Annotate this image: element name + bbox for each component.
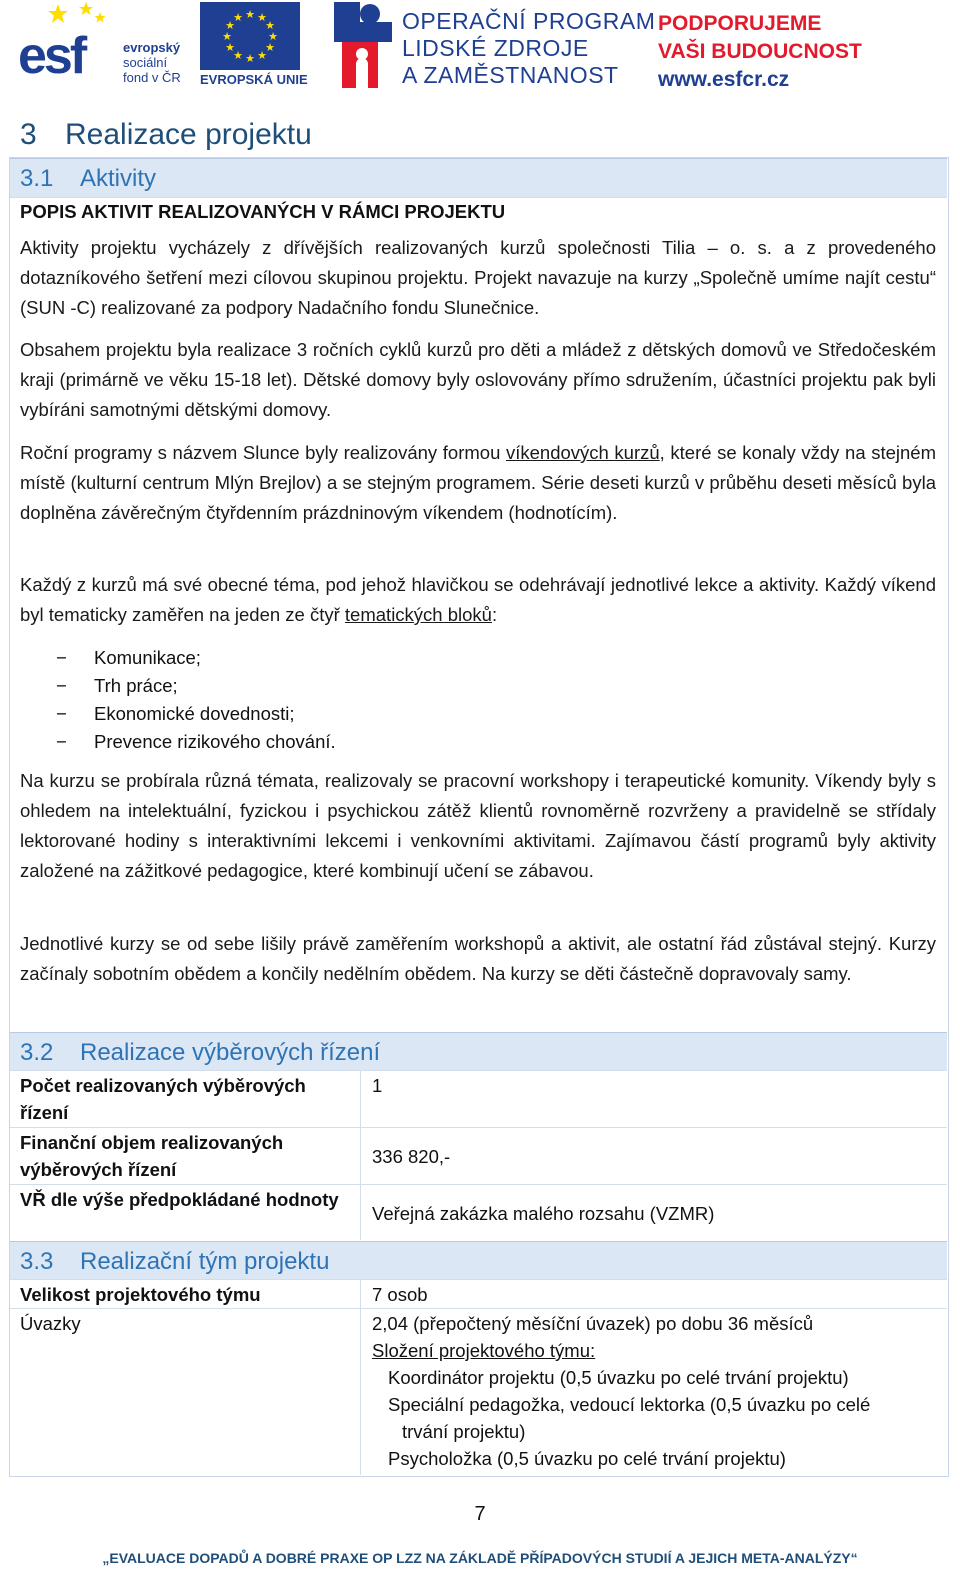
list-item: − Prevence rizikového chování. bbox=[56, 728, 336, 756]
tender-type-value: Veřejná zakázka malého rozsahu (VZMR) bbox=[372, 1203, 715, 1224]
divider bbox=[10, 1070, 947, 1071]
svg-text:★: ★ bbox=[233, 11, 243, 24]
eu-flag-icon bbox=[200, 2, 300, 70]
tender-count-value: 1 bbox=[372, 1075, 383, 1096]
team-size-value: 7 osob bbox=[372, 1284, 428, 1305]
paragraph-3 bbox=[20, 438, 936, 528]
eu-label: EVROPSKÁ UNIE bbox=[200, 72, 308, 87]
eu-stars-icon bbox=[200, 2, 300, 70]
svg-text:★: ★ bbox=[222, 30, 232, 43]
team-composition-title: Složení projektového týmu: bbox=[372, 1340, 596, 1361]
op-line-3: A ZAMĚSTNANOST bbox=[402, 62, 619, 88]
section-title: Realizační tým projektu bbox=[80, 1248, 330, 1275]
paragraph-4-start: Každý z kurzů má své obecné téma, pod jehož hlavičkou se odehrávají jednotlivé lekce a aktivity. Každý víkend byl tematicky zaměřen na jeden ze čtyř bbox=[20, 574, 936, 625]
op-lzz-text bbox=[402, 8, 655, 89]
svg-text:★: ★ bbox=[245, 52, 255, 65]
divider bbox=[10, 1279, 947, 1280]
table-row-divider bbox=[10, 1308, 947, 1309]
section-number: 3.2 bbox=[20, 1039, 54, 1066]
support-slogan bbox=[658, 10, 862, 94]
workload-label: Úvazky bbox=[20, 1313, 81, 1334]
paragraph-2: Obsahem projektu byla realizace 3 ročních cyklů kurzů pro děti a mládež z dětských domovů ve Středočeském kraji (primárně ve věku 15-18 let). Dětské domovy byly oslovovány přímo sdružením, účastníci projektu pak byli vybíráni samotnými dětskými domovy. bbox=[20, 339, 936, 420]
workload-value: 2,04 (přepočtený měsíční úvazek) po dobu 36 měsíců bbox=[372, 1313, 814, 1334]
svg-text:★: ★ bbox=[257, 49, 267, 62]
esf-logo bbox=[18, 2, 196, 88]
workload-details bbox=[372, 1310, 938, 1472]
activities-subtitle: POPIS AKTIVIT REALIZOVANÝCH V RÁMCI PROJEKTU bbox=[20, 201, 506, 222]
list-item: − Komunikace; bbox=[56, 644, 336, 672]
paragraph-5: Na kurzu se probírala různá témata, realizovaly se pracovní workshopy i terapeutické komunity. Víkendy byly s ohledem na intelektuální, fyzickou i psychickou zátěž klientů rovnoměrně rozvrženy a pravidelně se střídaly lektorované hodiny s interaktivními lekcemi i venkovními aktivitami. Zajímavou částí programů byly aktivity založené na zážitkové pedagogice, které kombinují učení se zábavou. bbox=[20, 770, 936, 881]
section-number: 3.3 bbox=[20, 1248, 54, 1275]
list-item: − Trh práce; bbox=[56, 672, 336, 700]
paragraph-4 bbox=[20, 570, 936, 630]
section-title: Aktivity bbox=[80, 165, 157, 192]
esf-letters: esf bbox=[18, 27, 85, 85]
svg-text:★: ★ bbox=[245, 8, 255, 21]
footer-title: „EVALUACE DOPADŮ A DOBRÉ PRAXE OP LZZ NA ZÁKLADĚ PŘÍPADOVÝCH STUDIÍ A JEJICH META-ANALÝZY“ bbox=[102, 1550, 858, 1566]
table-column-divider bbox=[360, 1280, 361, 1475]
thematic-blocks-list bbox=[56, 644, 336, 756]
svg-text:★: ★ bbox=[257, 11, 267, 24]
esf-text bbox=[123, 40, 181, 85]
table-row-divider bbox=[10, 1184, 947, 1185]
table-row-divider bbox=[10, 1127, 947, 1128]
esf-line-3: fond v ČR bbox=[123, 70, 181, 85]
paragraph-6: Jednotlivé kurzy se od sebe lišily právě zaměřením workshopů a aktivit, ale ostatní řád zůstával stejný. Kurzy začínaly sobotním obědem a končily nedělním obědem. Na kurzy se děti částečně dopravovaly samy. bbox=[20, 933, 936, 984]
op-lzz-figure-icon bbox=[334, 2, 394, 88]
section-heading-team bbox=[10, 1241, 947, 1280]
section-title: Realizace výběrových řízení bbox=[80, 1039, 381, 1066]
chapter-number: 3 bbox=[20, 118, 37, 151]
team-member: Psycholožka (0,5 úvazku po celé trvání projektu) bbox=[388, 1448, 786, 1469]
support-line-1: PODPORUJEME bbox=[658, 12, 822, 35]
team-size-label: Velikost projektového týmu bbox=[20, 1284, 261, 1305]
tender-type-label: VŘ dle výše předpokládané hodnoty bbox=[20, 1189, 339, 1210]
chapter-heading bbox=[20, 118, 312, 152]
eu-logo bbox=[200, 2, 308, 88]
svg-text:★: ★ bbox=[265, 41, 275, 54]
paragraph-1: Aktivity projektu vycházely z dřívějších realizovaných kurzů společnosti Tilia – o. s. a z provedeného dotazníkového šetření mezi cílovou skupinou projektu. Projekt navazuje na kurzy „Společně umíme najít cestu“ (SUN -C) realizované za podpory Nadačního fondu Slunečnice. bbox=[20, 237, 936, 318]
table-column-divider bbox=[360, 1071, 361, 1240]
support-url-link[interactable]: www.esfcr.cz bbox=[658, 68, 790, 91]
team-member-continuation: trvání projektu) bbox=[402, 1421, 526, 1442]
tender-volume-label: Finanční objem realizovaných výběrových řízení bbox=[20, 1132, 284, 1180]
team-member: Koordinátor projektu (0,5 úvazku po celé trvání projektu) bbox=[388, 1367, 849, 1388]
op-line-1: OPERAČNÍ PROGRAM bbox=[402, 8, 656, 34]
page-number: 7 bbox=[474, 1503, 486, 1525]
team-member: Speciální pedagožka, vedoucí lektorka (0,5 úvazku po celé bbox=[388, 1394, 871, 1415]
thematic-blocks-link[interactable]: tematických bloků bbox=[344, 604, 492, 625]
section-heading-aktivity bbox=[10, 158, 947, 197]
header-logo-bar bbox=[18, 2, 862, 91]
svg-text:★: ★ bbox=[233, 49, 243, 62]
section-number: 3.1 bbox=[20, 165, 54, 192]
chapter-title: Realizace projektu bbox=[65, 118, 312, 151]
weekend-courses-link[interactable]: víkendových kurzů bbox=[505, 442, 660, 463]
paragraph-4-end: : bbox=[491, 604, 498, 625]
op-line-2: LIDSKÉ ZDROJE bbox=[402, 35, 589, 61]
divider bbox=[10, 197, 947, 198]
svg-text:★: ★ bbox=[225, 41, 235, 54]
esf-line-2: sociální bbox=[123, 55, 168, 70]
paragraph-3-end: , které se konaly vždy na stejném místě (kulturní centrum Mlýn Brejlov) a se stejným programem. Série deseti kurzů v průběhu deseti měsíců byla doplněna závěrečným čtyřdenním prázdninovým víkendem (hodnotícím). bbox=[20, 442, 936, 523]
svg-text:★: ★ bbox=[225, 19, 235, 32]
paragraph-3-start: Roční programy s názvem Slunce byly realizovány formou bbox=[20, 442, 506, 463]
svg-text:★: ★ bbox=[268, 30, 278, 43]
tender-count-label: Počet realizovaných výběrových řízení bbox=[20, 1075, 306, 1123]
support-line-2: VAŠI BUDOUCNOST bbox=[658, 40, 862, 63]
tender-volume-value: 336 820,- bbox=[372, 1146, 451, 1167]
svg-text:★: ★ bbox=[265, 19, 275, 32]
esf-line-1: evropský bbox=[123, 40, 181, 55]
list-item: − Ekonomické dovednosti; bbox=[56, 700, 336, 728]
section-heading-tenders bbox=[10, 1032, 947, 1071]
